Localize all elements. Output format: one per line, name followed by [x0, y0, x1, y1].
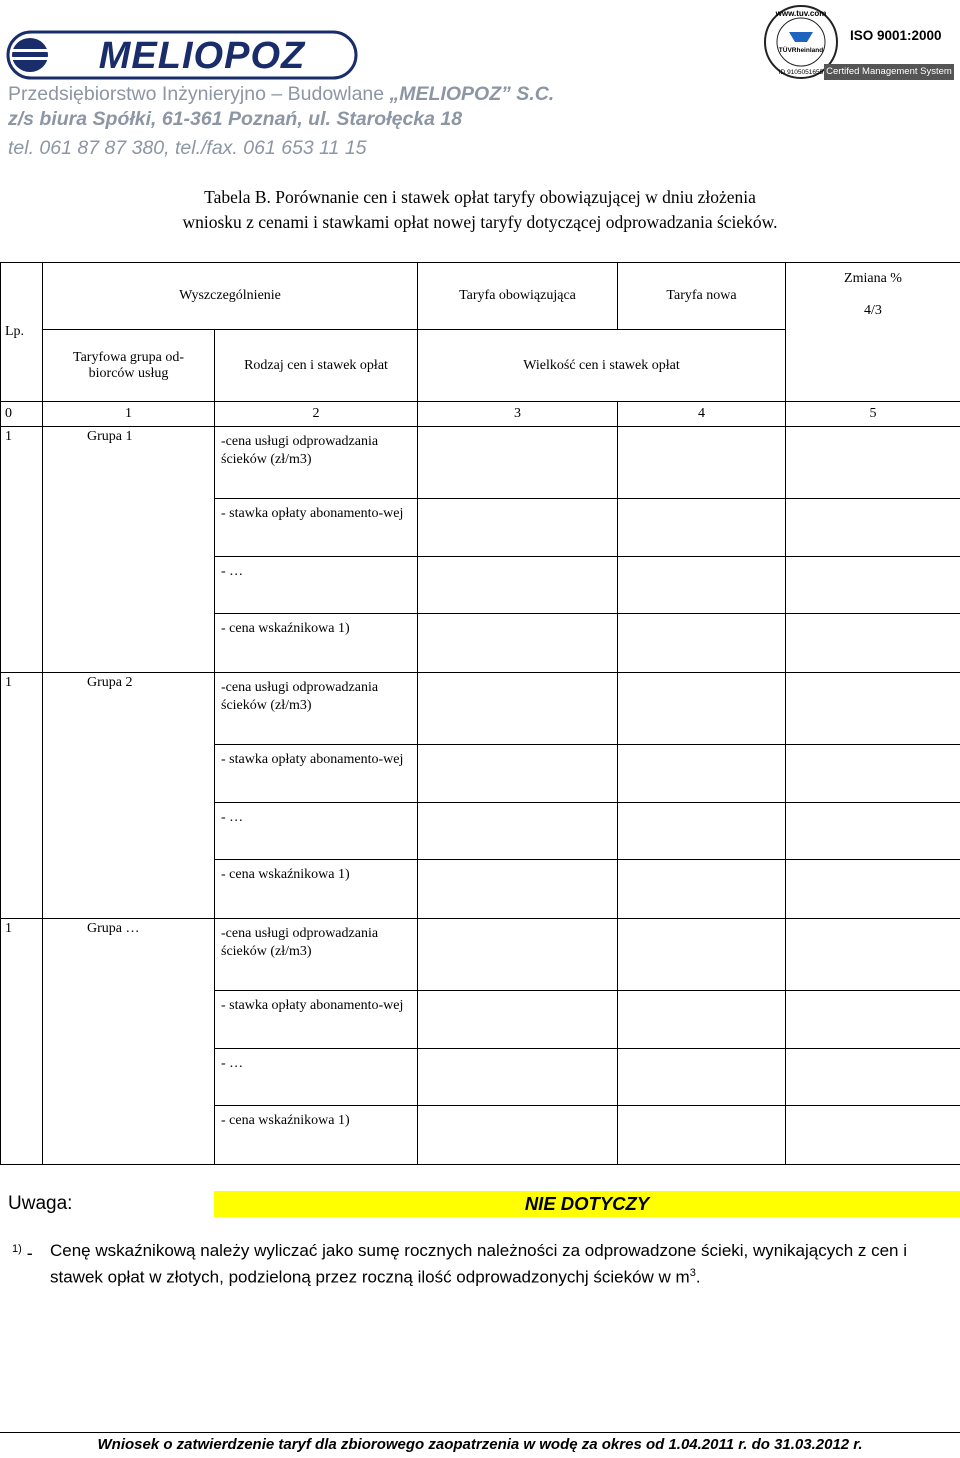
group-2-item-1-new[interactable]	[618, 673, 786, 745]
col-num-4: 4	[618, 402, 786, 427]
header-taryfa-obowiazujaca: Taryfa obowiązująca	[418, 263, 618, 330]
footnote-dash: -	[26, 1243, 33, 1263]
group-3-item-1-change[interactable]	[786, 919, 960, 991]
cert-system-label: Certifed Management System	[824, 64, 954, 80]
seal-url: www.tuv.com	[775, 9, 827, 18]
table-title	[100, 185, 860, 235]
col-num-0: 0	[1, 402, 43, 427]
group-2-item-3-current[interactable]	[418, 803, 618, 860]
footnote-text	[50, 1240, 960, 1289]
group-3-item-3-current[interactable]	[418, 1049, 618, 1106]
group-3-item-1: -cena usługi odprowadzania ścieków (zł/m3)	[215, 919, 418, 991]
tariff-comparison-table	[0, 262, 960, 1165]
certification-badge	[760, 2, 960, 82]
subheader-wielkosc: Wielkość cen i stawek opłat	[418, 330, 786, 402]
not-applicable-badge: NIE DOTYCZY	[214, 1191, 960, 1217]
group-2-item-3-new[interactable]	[618, 803, 786, 860]
group-1-lp: 1	[1, 427, 43, 673]
company-type: Przedsiębiorstwo Inżynieryjno – Budowlane	[8, 83, 390, 105]
group-3-item-4: - cena wskaźnikowa 1)	[215, 1106, 418, 1165]
group-2-item-1-change[interactable]	[786, 673, 960, 745]
footnote-number: 1)	[12, 1243, 22, 1255]
group-1-item-3-new[interactable]	[618, 557, 786, 614]
group-2-item-2-change[interactable]	[786, 745, 960, 803]
group-1-item-4: - cena wskaźnikowa 1)	[215, 614, 418, 673]
group-2-name: Grupa 2	[43, 673, 215, 919]
group-1-name: Grupa 1	[43, 427, 215, 673]
company-name	[8, 83, 554, 106]
header-row-1	[1, 263, 960, 330]
group-2-item-4-change[interactable]	[786, 860, 960, 919]
uwaga-label: Uwaga:	[8, 1193, 73, 1214]
header-zmiana-label: Zmiana %	[844, 271, 902, 286]
seal-brand: TÜVRheinland	[778, 47, 824, 54]
logo-text: MELIOPOZ	[98, 35, 306, 77]
column-number-row	[1, 402, 960, 427]
meliopoz-logo-icon	[6, 30, 358, 80]
group-3-item-2-new[interactable]	[618, 991, 786, 1049]
group-1-item-1: -cena usługi odprowadzania ścieków (zł/m3)	[215, 427, 418, 499]
iso-label: ISO 9001:2000	[850, 28, 942, 43]
group-2-item-4-current[interactable]	[418, 860, 618, 919]
company-phone: tel. 061 87 87 380, tel./fax. 061 653 11 15	[8, 137, 367, 159]
group-1-item-1-current[interactable]	[418, 427, 618, 499]
group-2-row-1	[1, 673, 960, 745]
group-3-row-1	[1, 919, 960, 991]
group-3-item-4-new[interactable]	[618, 1106, 786, 1165]
group-2-item-1: -cena usługi odprowadzania ścieków (zł/m3)	[215, 673, 418, 745]
group-2-item-2: - stawka opłaty abonamento-wej	[215, 745, 418, 803]
header-taryfa-nowa: Taryfa nowa	[618, 263, 786, 330]
group-2-lp: 1	[1, 673, 43, 919]
group-3-item-4-change[interactable]	[786, 1106, 960, 1165]
group-1-item-2-new[interactable]	[618, 499, 786, 557]
group-2-item-1-current[interactable]	[418, 673, 618, 745]
group-3-item-4-current[interactable]	[418, 1106, 618, 1165]
group-1-row-1	[1, 427, 960, 499]
company-brand: „MELIOPOZ” S.C.	[389, 83, 555, 105]
title-line-1: Tabela B. Porównanie cen i stawek opłat taryfy obowiązującej w dniu złożenia	[204, 187, 756, 207]
header-zmiana	[786, 263, 960, 402]
group-3-item-2-change[interactable]	[786, 991, 960, 1049]
group-1-item-4-change[interactable]	[786, 614, 960, 673]
group-3-lp: 1	[1, 919, 43, 1165]
group-3-item-1-new[interactable]	[618, 919, 786, 991]
group-2-item-2-new[interactable]	[618, 745, 786, 803]
group-3-item-2-current[interactable]	[418, 991, 618, 1049]
header-lp	[1, 263, 43, 402]
subheader-grupa: Taryfowa grupa od-biorców usług	[43, 330, 215, 402]
group-3-item-1-current[interactable]	[418, 919, 618, 991]
group-3-name: Grupa …	[43, 919, 215, 1165]
group-1-item-1-new[interactable]	[618, 427, 786, 499]
group-1-item-2: - stawka opłaty abonamento-wej	[215, 499, 418, 557]
group-2-item-3-change[interactable]	[786, 803, 960, 860]
footnote-end: .	[695, 1267, 701, 1287]
footnote-marker	[12, 1243, 33, 1264]
group-1-item-1-change[interactable]	[786, 427, 960, 499]
group-1-item-2-current[interactable]	[418, 499, 618, 557]
group-3-item-2: - stawka opłaty abonamento-wej	[215, 991, 418, 1049]
col-num-3: 3	[418, 402, 618, 427]
header-zmiana-formula: 4/3	[864, 303, 882, 318]
group-1-item-4-new[interactable]	[618, 614, 786, 673]
col-num-2: 2	[215, 402, 418, 427]
group-1-item-4-current[interactable]	[418, 614, 618, 673]
header-lp-label: Lp.	[5, 324, 25, 339]
company-address: z/s biura Spółki, 61-361 Poznań, ul. Starołęcka 18	[8, 108, 463, 130]
subheader-rodzaj: Rodzaj cen i stawek opłat	[215, 330, 418, 402]
col-num-5: 5	[786, 402, 960, 427]
group-2-item-4-new[interactable]	[618, 860, 786, 919]
company-logo	[6, 30, 358, 80]
group-3-item-3: - …	[215, 1049, 418, 1106]
group-1-item-3: - …	[215, 557, 418, 614]
footer-divider	[0, 1432, 960, 1433]
group-2-item-4: - cena wskaźnikowa 1)	[215, 860, 418, 919]
page-footer: Wniosek o zatwierdzenie taryf dla zbiorowego zaopatrzenia w wodę za okres od 1.04.2011 r. do 31.03.2012 r.	[97, 1436, 863, 1453]
group-1-item-2-change[interactable]	[786, 499, 960, 557]
group-1-item-3-current[interactable]	[418, 557, 618, 614]
footnote-body: Cenę wskaźnikową należy wyliczać jako sumę rocznych należności za odprowadzone ścieki, wynikających z cen i stawek opłat w złotych, podzieloną przez roczną ilość odprowadzonychj ścieków w m	[50, 1241, 907, 1287]
group-2-item-2-current[interactable]	[418, 745, 618, 803]
group-2-item-3: - …	[215, 803, 418, 860]
group-3-item-3-new[interactable]	[618, 1049, 786, 1106]
group-3-item-3-change[interactable]	[786, 1049, 960, 1106]
seal-id: ID 9105051655	[778, 69, 824, 76]
col-num-1: 1	[43, 402, 215, 427]
group-1-item-3-change[interactable]	[786, 557, 960, 614]
header-wyszczegolnienie: Wyszczególnienie	[43, 263, 418, 330]
title-line-2: wniosku z cenami i stawkami opłat nowej taryfy dotyczącej odprowadzania ścieków.	[182, 212, 778, 232]
footnote-superscript: 3	[689, 1267, 696, 1279]
